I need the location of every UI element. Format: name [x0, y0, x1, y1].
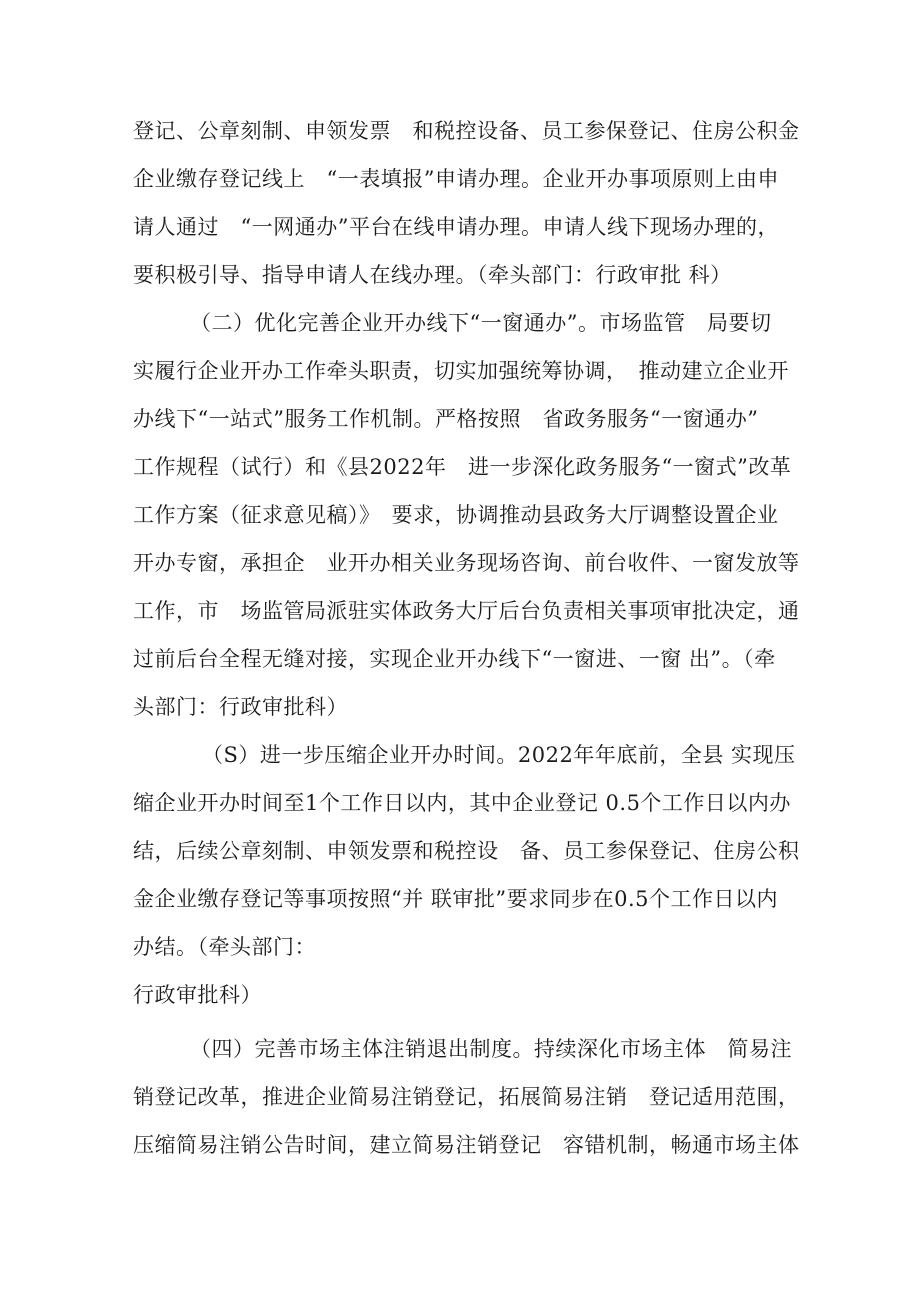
text-line: 压缩简易注销公告时间，建立简易注销登记 容错机制，畅通市场主体: [133, 1133, 800, 1157]
paragraph-start-line: （二）优化完善企业开办线下“一窗通办”。市场监管 局要切: [190, 311, 772, 335]
text-line: 请人通过 “一网通办”平台在线申请办理。申请人线下现场办理的，: [133, 215, 779, 239]
text-line: 头部门：行政审批科）: [133, 695, 348, 719]
text-line: 要积极引导、指导申请人在线办理。（牵头部门：行政审批 科）: [133, 263, 732, 287]
text-line: 开办专窗，承担企 业开办相关业务现场咨询、前台收件、一窗发放等: [133, 551, 800, 575]
text-line: 工作方案（征求意见稿）》 要求，协调推动县政务大厅调整设置企业: [133, 503, 779, 527]
text-line: 金企业缴存登记等事项按照“并 联审批”要求同步在0.5个工作日以内: [133, 887, 779, 911]
paragraph-start-line: （四）完善市场主体注销退出制度。持续深化市场主体 简易注: [190, 1037, 792, 1061]
text-line: 登记、公章刻制、申领发票 和税控设备、员工参保登记、住房公积金: [133, 119, 800, 143]
text-line: 销登记改革，推进企业简易注销登记，拓展简易注销 登记适用范围，: [133, 1085, 800, 1109]
text-line: 企业缴存登记线上 “一表填报”申请办理。企业开办事项原则上由申: [133, 167, 779, 191]
paragraph-start-line: （S）进一步压缩企业开办时间。2022年年底前，全县 实现压: [202, 743, 796, 767]
text-line: 行政审批科）: [133, 983, 262, 1007]
text-line: 结，后续公章刻制、申领发票和税控设 备、员工参保登记、住房公积: [133, 839, 800, 863]
text-line: 办线下“一站式”服务工作机制。严格按照 省政务服务“一窗通办”: [133, 407, 759, 431]
text-line: 办结。（牵头部门：: [133, 935, 316, 959]
text-line: 工作规程（试行）和《县2022年 进一步深化政务服务“一窗式”改革: [133, 455, 792, 479]
text-line: 实履行企业开办工作牵头职责，切实加强统筹协调， 推动建立企业开: [133, 359, 789, 383]
text-line: 工作，市 场监管局派驻实体政务大厅后台负责相关事项审批决定，通: [133, 599, 800, 623]
text-line: 过前后台全程无缝对接，实现企业开办线下“一窗进、一窗 出”。（牵: [133, 647, 776, 671]
text-line: 缩企业开办时间至1个工作日以内，其中企业登记 0.5个工作日以内办: [133, 791, 791, 815]
